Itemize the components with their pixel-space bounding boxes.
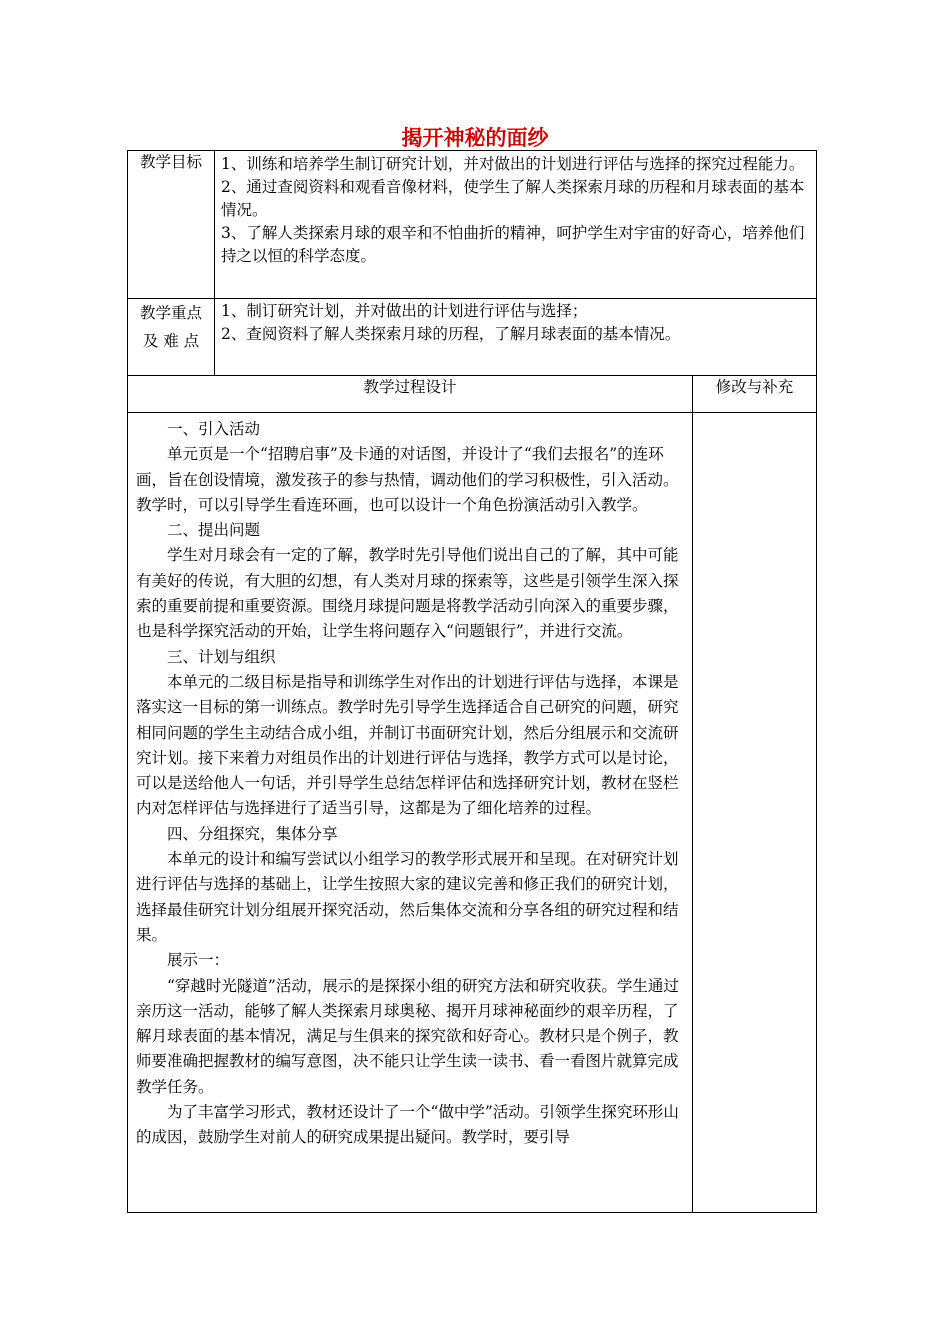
document-title: 揭开神秘的面纱 xyxy=(401,126,549,150)
section-heading: 一、引入活动 xyxy=(167,420,261,438)
paragraph: 本单元的二级目标是指导和训练学生对作出的计划进行评估与选择，本课是落实这一目标的第一训练点。教学时先引导学生选择适合自己研究的问题，研究相同问题的学生主动结合成小组，并制订书面研究计划，然后分组展示和交流研究计划。接下来着力对组员作出的计划进行评估与选择，教学方式可以是讨论，可以是送给他人一句话，并引导学生总结怎样评估和选择研究计划，教材在竖栏内对怎样评估与选择进行了适当引导，这都是为了细化培养的过程。 xyxy=(136,672,679,818)
notes-cell xyxy=(693,413,817,1213)
keypoints-label-line2: 及 难 点 xyxy=(142,332,200,350)
keypoints-label-line1: 教学重点 xyxy=(139,304,202,322)
section-heading: 三、计划与组织 xyxy=(167,647,276,666)
objectives-row xyxy=(128,151,817,299)
objective-item: 1、训练和培养学生制订研究计划，并对做出的计划进行评估与选择的探究过程能力。 xyxy=(221,155,805,173)
paragraph: “穿越时光隧道”活动，展示的是探探小组的研究方法和研究收获。学生通过亲历这一活动，能够了解人类探索月球奥秘、揭开月球神秘面纱的艰辛历程，了解月球表面的基本情况，满足与生俱来的探究欲和好奇心。教材只是个例子，教师要准确把握教材的编写意图，决不能只让学生读一读书、看一看图片就算完成教学任务。 xyxy=(136,976,679,1096)
process-header: 教学过程设计 xyxy=(128,376,693,413)
objectives-content xyxy=(215,151,817,299)
paragraph: 学生对月球会有一定的了解，教学时先引导他们说出自己的了解，其中可能有美好的传说，有大胆的幻想，有人类对月球的探索等，这些是引领学生深入探索的重要前提和重要资源。围绕月球提问题是将教学活动引向深入的重要步骤，也是科学探究活动的开始，让学生将问题存入“问题银行”，并进行交流。 xyxy=(136,546,679,641)
objective-item: 3、了解人类探索月球的艰辛和不怕曲折的精神，呵护学生对宇宙的好奇心，培养他们持之以恒的科学态度。 xyxy=(221,224,805,265)
section-heading: 展示一： xyxy=(167,951,230,970)
keypoints-row xyxy=(128,299,817,376)
process-body-row xyxy=(128,413,817,1213)
objective-item: 2、通过查阅资料和观看音像材料，使学生了解人类探索月球的历程和月球表面的基本情况。 xyxy=(221,178,805,219)
paragraph: 单元页是一个“招聘启事”及卡通的对话图，并设计了“我们去报名”的连环画，旨在创设情境，激发孩子的参与热情，调动他们的学习积极性，引入活动。教学时，可以引导学生看连环画，也可以设计一个角色扮演活动引入教学。 xyxy=(136,445,679,514)
process-header-row xyxy=(128,376,817,413)
lesson-plan-table xyxy=(127,150,817,1213)
paragraph: 本单元的设计和编写尝试以小组学习的教学形式展开和呈现。在对研究计划进行评估与选择的基础上，让学生按照大家的建议完善和修正我们的研究计划，选择最佳研究计划分组展开探究活动，然后集体交流和分享各组的研究过程和结果。 xyxy=(136,850,679,944)
objectives-label: 教学目标 xyxy=(128,151,215,299)
paragraph: 为了丰富学习形式，教材还设计了一个“做中学”活动。引领学生探究环形山的成因，鼓励学生对前人的研究成果提出疑问。教学时，要引导 xyxy=(136,1103,679,1147)
section-heading: 二、提出问题 xyxy=(167,521,261,540)
notes-header: 修改与补充 xyxy=(693,376,817,413)
keypoints-content xyxy=(215,299,817,376)
keypoint-item: 1、制订研究计划，并对做出的计划进行评估与选择； xyxy=(221,302,588,320)
keypoints-label xyxy=(128,299,215,376)
section-heading: 四、分组探究，集体分享 xyxy=(167,824,338,843)
process-content xyxy=(128,413,693,1213)
keypoint-item: 2、查阅资料了解人类探索月球的历程，了解月球表面的基本情况。 xyxy=(221,325,681,343)
